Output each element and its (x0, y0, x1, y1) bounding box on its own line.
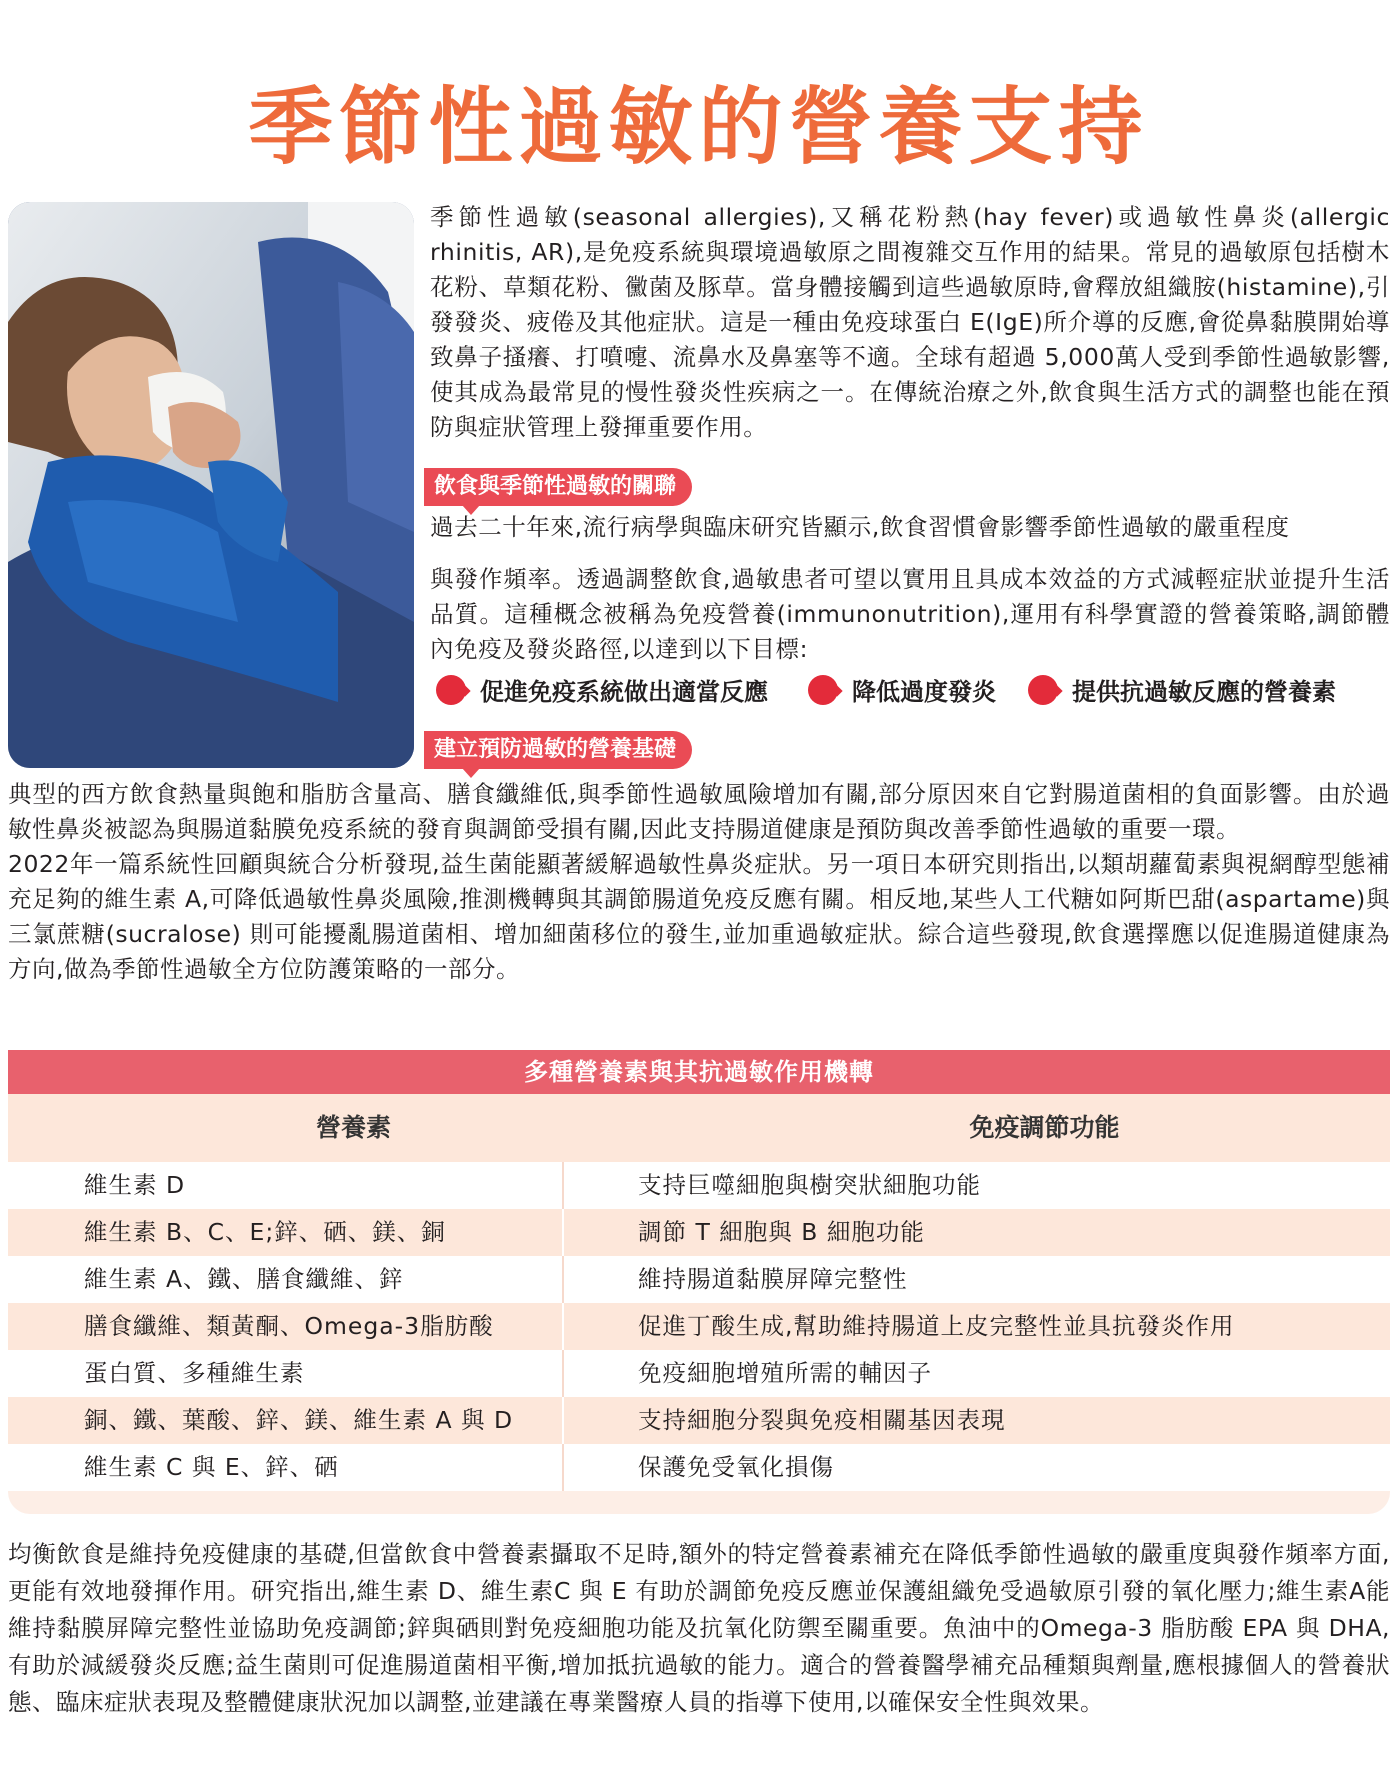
nutrient-cell: 維生素 A、鐵、膳食纖維、鋅 (8, 1256, 564, 1303)
page-title: 季節性過敏的營養支持 (248, 78, 1149, 176)
table-row (8, 1397, 1390, 1444)
diet-link-paragraph-1: 過去二十年來,流行病學與臨床研究皆顯示,飲食習慣會影響季節性過敏的嚴重程度 (430, 513, 1290, 541)
function-cell: 促進丁酸生成,幫助維持腸道上皮完整性並具抗發炎作用 (638, 1312, 1235, 1340)
section-heading-prevention-foundation: 建立預防過敏的營養基礎 (424, 731, 692, 769)
table-row (8, 1303, 1390, 1350)
function-cell: 支持巨噬細胞與樹突狀細胞功能 (638, 1171, 981, 1199)
table-row (8, 1350, 1390, 1397)
goal-label: 提供抗過敏反應的營養素 (1072, 678, 1336, 706)
diet-link-section (430, 510, 1390, 667)
table-row (8, 1162, 1390, 1209)
speech-bubble-bullet-icon (436, 675, 466, 705)
prevention-section (8, 777, 1390, 987)
table-row (8, 1209, 1390, 1256)
goal-item (1028, 672, 1336, 707)
function-cell: 免疫細胞增殖所需的輔因子 (638, 1359, 932, 1387)
woman-blowing-nose-photo (8, 202, 414, 768)
photo-illustration (8, 202, 414, 768)
function-cell: 保護免受氧化損傷 (638, 1453, 834, 1481)
function-cell: 支持細胞分裂與免疫相關基因表現 (638, 1406, 1006, 1434)
table-row (8, 1444, 1390, 1491)
goal-item (808, 672, 996, 707)
column-header-nutrient: 營養素 (315, 1113, 391, 1142)
nutrient-cell: 蛋白質、多種維生素 (8, 1350, 564, 1397)
speech-bubble-bullet-icon (1028, 675, 1058, 705)
nutrient-table (8, 1050, 1390, 1514)
table-row (8, 1256, 1390, 1303)
function-cell: 調節 T 細胞與 B 細胞功能 (638, 1218, 925, 1246)
nutrient-cell: 銅、鐵、葉酸、鋅、鎂、維生素 A 與 D (8, 1397, 564, 1444)
goal-label: 降低過度發炎 (852, 678, 996, 706)
nutrient-cell: 維生素 B、C、E;鋅、硒、鎂、銅 (8, 1209, 564, 1256)
speech-bubble-bullet-icon (808, 675, 838, 705)
goal-item (436, 672, 768, 707)
table-title: 多種營養素與其抗過敏作用機轉 (8, 1050, 1390, 1094)
table-header-row (8, 1094, 1390, 1162)
nutrient-cell: 維生素 C 與 E、鋅、硒 (8, 1444, 564, 1491)
function-cell: 維持腸道黏膜屏障完整性 (638, 1265, 908, 1293)
diet-link-paragraph-2: 與發作頻率。透過調整飲食,過敏患者可望以實用且具成本效益的方式減輕症狀並提升生活品質。這種概念被稱為免疫營養(immunonutrition),運用有科學實證的營養策略,調節體內免疫及發炎路徑,以達到以下目標: (430, 565, 1390, 663)
column-header-function: 免疫調節功能 (969, 1113, 1120, 1142)
section-heading-diet-link: 飲食與季節性過敏的關聯 (424, 468, 692, 506)
goal-label: 促進免疫系統做出適當反應 (480, 678, 768, 706)
prevention-paragraph-1: 典型的西方飲食熱量與飽和脂肪含量高、膳食纖維低,與季節性過敏風險增加有關,部分原因來自它對腸道菌相的負面影響。由於過敏性鼻炎被認為與腸道黏膜免疫系統的發育與調節受損有關,因此支持腸道健康是預防與改善季節性過敏的重要一環。 (8, 780, 1390, 843)
prevention-paragraph-2: 2022年一篇系統性回顧與統合分析發現,益生菌能顯著緩解過敏性鼻炎症狀。另一項日本研究則指出,以類胡蘿蔔素與視網醇型態補充足夠的維生素 A,可降低過敏性鼻炎風險,推測機轉與其調節腸道免疫反應有關。相反地,某些人工代糖如阿斯巴甜(aspartame)與三氯蔗糖(sucralose) 則可能擾亂腸道菌相、增加細菌移位的發生,並加重過敏症狀。綜合這些發現,飲食選擇應以促進腸道健康為方向,做為季節性過敏全方位防護策略的一部分。 (8, 850, 1390, 983)
closing-paragraph: 均衡飲食是維持免疫健康的基礎,但當飲食中營養素攝取不足時,額外的特定營養素補充在降低季節性過敏的嚴重度與發作頻率方面,更能有效地發揮作用。研究指出,維生素 D、維生素C 與 E 有助於調節免疫反應並保護組織免受過敏原引發的氧化壓力;維生素A能維持黏膜屏障完整性並協助免疫調節;鋅與硒則對免疫細胞功能及抗氧化防禦至關重要。魚油中的Omega-3 脂肪酸 EPA 與 DHA,有助於減緩發炎反應;益生菌則可促進腸道菌相平衡,增加抵抗過敏的能力。適合的營養醫學補充品種類與劑量,應根據個人的營養狀態、臨床症狀表現及整體健康狀況加以調整,並建議在專業醫療人員的指導下使用,以確保安全性與效果。 (8, 1540, 1390, 1716)
goal-list (436, 672, 1396, 712)
intro-paragraph: 季節性過敏(seasonal allergies),又稱花粉熱(hay fever)或過敏性鼻炎(allergic rhinitis, AR),是免疫系統與環境過敏原之間複雜交互作用的結果。常見的過敏原包括樹木花粉、草類花粉、黴菌及豚草。當身體接觸到這些過敏原時,會釋放組織胺(histamine),引發發炎、疲倦及其他症狀。這是一種由免疫球蛋白 E(IgE)所介導的反應,會從鼻黏膜開始導致鼻子搔癢、打噴嚏、流鼻水及鼻塞等不適。全球有超過 5,000萬人受到季節性過敏影響,使其成為最常見的慢性發炎性疾病之一。在傳統治療之外,飲食與生活方式的調整也能在預防與症狀管理上發揮重要作用。 (430, 203, 1390, 441)
nutrient-cell: 維生素 D (8, 1162, 564, 1209)
nutrient-cell: 膳食纖維、類黃酮、Omega-3脂肪酸 (8, 1303, 564, 1350)
